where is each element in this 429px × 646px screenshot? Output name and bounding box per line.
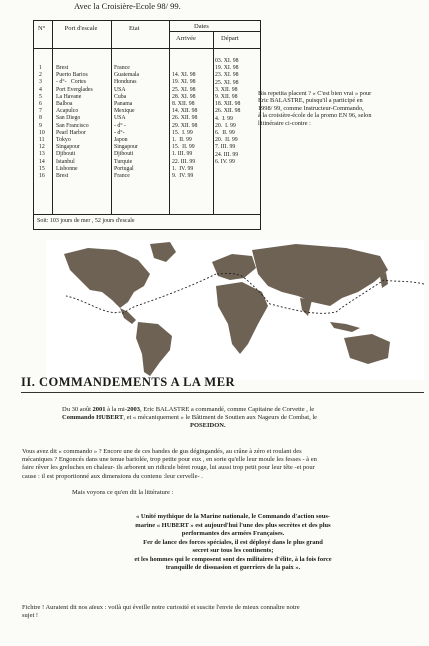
intro-text: Du 30 août	[62, 406, 93, 413]
header-depart: Départ	[221, 35, 239, 42]
literature-lead: Mais voyons ce qu'en dit la littérature :	[72, 489, 174, 496]
side-note-line: Eric BALASTRE, puisqu'il a participé en	[258, 97, 363, 105]
header-num: N°	[38, 25, 46, 32]
intro-text: , Eric BALASTRE a commandé, comme Capitaine de Corvette , le	[140, 406, 315, 413]
paragraph-line: cause : il est proportionné aux dimensions du contenu :leur cervelle- .	[22, 472, 203, 480]
paragraph-line: faire rêver les greluches en chaleur- ils arborent un ridicule béret rouge, lui aussi trop petit pour leur tête -et pour	[22, 464, 315, 472]
table-col-arrivees: 14. XI. 98 19. XI. 98 25. XI. 98 28. XI. 98 8. XII. 98 14. XII. 98 26. XII. 98 29. XII. 98 15. I. 99 1. II. 99 15. II. 99 1. III. 99 22. III. 99 1. IV. 99 9. IV. 99	[172, 72, 198, 180]
intro-paragraph	[62, 406, 418, 431]
quote-line: marine « HUBERT » est aujourd'hui l'une des plus secrètes et des plus	[135, 521, 331, 529]
closing-paragraph	[22, 604, 424, 620]
table-total: Soit: 103 jours de mer , 52 jours d'escale	[37, 218, 135, 224]
header-etat: Etat	[129, 25, 140, 32]
quote-line: « Unité mythique de la Marine nationale, le Commando d'action sous-	[135, 513, 331, 520]
quote-line: performantes des armées Françaises.	[181, 530, 285, 537]
intro-text: , et « mécaniquement » le Bâtiment de Soutien aux Nageurs de Combat, le	[123, 414, 318, 422]
intro-year-start: 2001	[92, 406, 106, 413]
table-col-departs: 03. XI. 98 19. XI. 98 23. XI. 98 25. XI. 98 3. XII. 98 9. XII. 98 18. XII. 98 26. XII. 98 4. I. 99 20. I. 99 6. II. 99 20. II. 99 7. III. 99 24. III. 99 6. IV. 99	[215, 58, 241, 165]
table-col-rule	[111, 21, 112, 214]
section-rule	[21, 392, 424, 393]
quote-line: et les hommes qui le composent sont des militaires d'élite, à la fois force	[134, 555, 332, 563]
paragraph-line: mécaniques ? Engoncés dans une tenue bariolée, trop petite pour eux , en sorte qu'elle leur moule les fesses - à en	[22, 456, 317, 464]
table-col-etats: France Guatemala Honduras USA Cuba Panama Mexique USA - d° - - d°- Japon Singapour Djibouti Turquie Portugal France	[114, 65, 140, 180]
commando-paragraph	[22, 448, 426, 481]
table-col-ports: Brest Puerto Barios - d°- Cortes Port Everglades La Havane Balboa Acapulco San Diego San Francisco Pearl Harbor Tokyo Singapour Djibouti Istanbul Lisbonne Brest	[56, 65, 93, 180]
table-col-rule	[213, 31, 214, 214]
intro-ship-name: POSEIDON.	[190, 422, 226, 430]
side-note-line: Bis repetita placent ? « C'est bien vrai » pour	[258, 90, 372, 97]
side-note-line: à la croisière-école de la promo EN 96, selon	[258, 112, 372, 120]
table-col-rule	[169, 21, 170, 214]
side-note	[258, 90, 418, 127]
side-note-line: l'itinéraire ci-contre :	[258, 119, 311, 127]
dates-subheader-rule	[169, 31, 260, 32]
section-heading: II. COMMANDEMENTS A LA MER	[21, 375, 236, 389]
header-arrivee: Arrivée	[176, 35, 196, 42]
paragraph-line: sujet !	[22, 612, 39, 620]
paragraph-line: Vous avez dit « commando » ? Encore une de ces bandes de gus dégingandés, au crâne à zéro et roulant des	[22, 448, 302, 455]
intro-unit-name: Commando HUBERT	[62, 414, 124, 422]
header-port: Port d'escale	[64, 25, 98, 32]
side-note-line: 1998/ 99, comme Instructeur-Commando,	[258, 104, 364, 112]
table-header-rule	[34, 48, 260, 49]
route-world-map	[46, 240, 424, 380]
table-caption: Avec la Croisière-Ecole 98/ 99.	[74, 1, 181, 11]
paragraph-line: Fichtre ! Auraient dit nos aïeux : voilà qui éveille notre curiosité et suscite l'envie de mieux connaître notre	[22, 604, 300, 611]
literature-quote	[82, 513, 384, 573]
quote-line: secret sur tous les continents;	[192, 547, 274, 554]
intro-year-end: 2003	[127, 406, 140, 413]
quote-line: tranquille de dissuasion et guerriers de la paix ».	[165, 564, 301, 571]
header-dates: Dates	[194, 23, 209, 30]
table-footer-rule	[34, 214, 260, 215]
table-col-rule	[52, 21, 53, 214]
quote-line: Fer de lance des forces spéciales, il est déployé dans le plus grand	[143, 538, 323, 546]
intro-text: à la mi-	[105, 406, 127, 413]
table-col-numbers: 1 2 3 4 5 6 7 8 9 10 11 12 13 14 15 16	[39, 65, 45, 180]
itinerary-table	[33, 20, 261, 230]
